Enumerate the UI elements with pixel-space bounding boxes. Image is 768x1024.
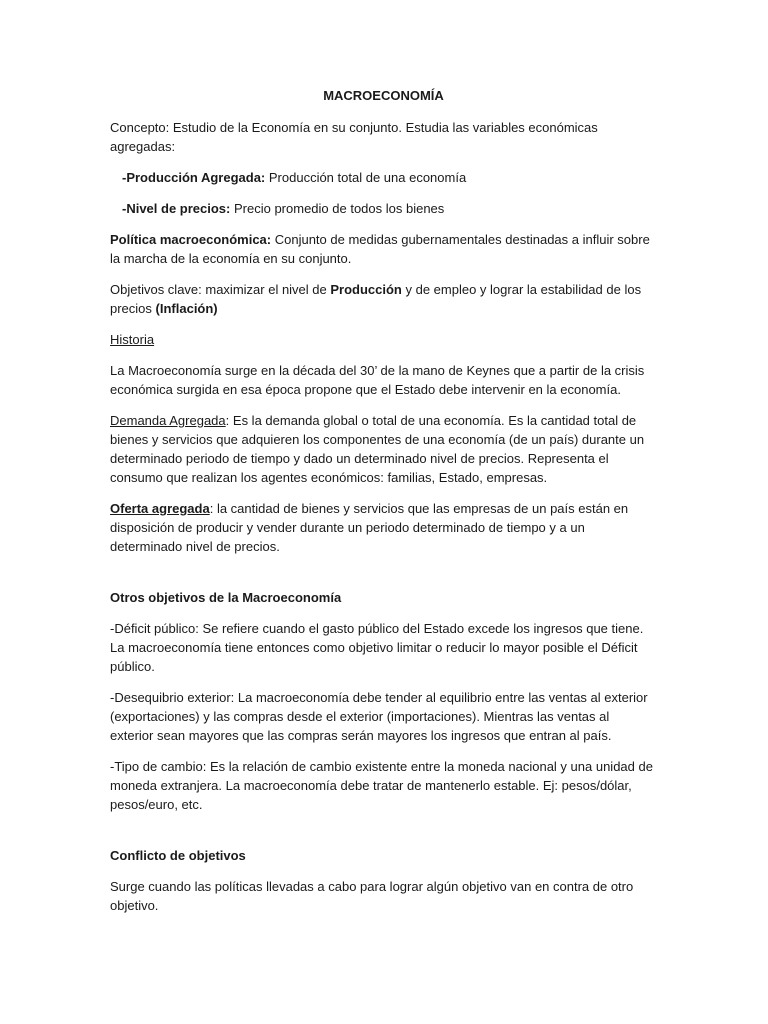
document-page xyxy=(110,86,655,927)
oferta-label: Oferta agregada xyxy=(110,501,210,516)
oferta-colon: : xyxy=(209,501,214,516)
produccion-label: -Producción Agregada: xyxy=(122,170,266,185)
nivel-precios-item xyxy=(110,199,655,218)
nivel-precios-label: -Nivel de precios: xyxy=(122,201,231,216)
politica-paragraph xyxy=(110,230,655,268)
demanda-paragraph xyxy=(110,411,655,487)
desequilibrio-paragraph: -Desequibrio exterior: La macroeconomía debe tender al equilibrio entre las ventas al exterior (exportaciones) y las compras desde el exterior (importaciones). Mientras las ventas al exterior sean mayores que las compras serán mayores los ingresos que entran al país. xyxy=(110,690,648,743)
oferta-text: la cantidad de bienes y servicios que las empresas de un país están en disposición de producir y vender durante un periodo determinado de tiempo y a un determinado nivel de precios. xyxy=(110,501,629,554)
demanda-text: Es la demanda global o total de una economía. Es la cantidad total de bienes y servicios que adquieren los componentes de una economía (de un país) durante un determinado periodo de tiempo y dado un determinado nivel de precios. Representa el consumo que realizan los agentes económicos: familias, Estado, empresas. xyxy=(110,413,645,485)
concepto-text: Estudio de la Economía en su conjunto. Estudia las variables económicas agregadas: xyxy=(110,120,598,154)
objetivos-part2: y de empleo y lograr la estabilidad de los precios xyxy=(110,282,642,316)
deficit-paragraph: -Déficit público: Se refiere cuando el gasto público del Estado excede los ingresos que tiene. La macroeconomía tiene entonces como objetivo limitar o reducir lo mayor posible el Déficit público. xyxy=(110,621,644,674)
objetivos-part1: Objetivos clave: maximizar el nivel de xyxy=(110,282,331,297)
nivel-precios-text: Precio promedio de todos los bienes xyxy=(230,201,445,216)
historia-paragraph: La Macroeconomía surge en la década del 30’ de la mano de Keynes que a partir de la crisis económica surgida en esa época propone que el Estado debe intervenir en la economía. xyxy=(110,363,645,397)
politica-label: Política macroeconómica: xyxy=(110,232,272,247)
conflicto-paragraph: Surge cuando las políticas llevadas a cabo para lograr algún objetivo van en contra de otro objetivo. xyxy=(110,879,634,913)
politica-text: Conjunto de medidas gubernamentales destinadas a influir sobre la marcha de la economía en su conjunto. xyxy=(110,232,650,266)
oferta-paragraph xyxy=(110,499,655,556)
produccion-text: Producción total de una economía xyxy=(265,170,467,185)
concepto-label: Concepto: xyxy=(110,120,170,135)
objetivos-bold1: Producción xyxy=(330,282,402,297)
historia-heading: Historia xyxy=(110,332,155,347)
produccion-item xyxy=(110,168,655,187)
conflicto-heading: Conflicto de objetivos xyxy=(110,848,246,863)
page-title: MACROECONOMÍA xyxy=(323,88,444,103)
objetivos-paragraph xyxy=(110,280,655,318)
demanda-colon: : xyxy=(225,413,230,428)
demanda-label: Demanda Agregada xyxy=(110,413,226,428)
objetivos-bold2: (Inflación) xyxy=(155,301,218,316)
concepto-paragraph xyxy=(110,118,655,156)
tipo-cambio-paragraph: -Tipo de cambio: Es la relación de cambio existente entre la moneda nacional y una unidad de moneda extranjera. La macroeconomía debe tratar de mantenerlo estable. Ej: pesos/dólar, pesos/euro, etc. xyxy=(110,759,653,812)
otros-objetivos-heading: Otros objetivos de la Macroeconomía xyxy=(110,590,342,605)
